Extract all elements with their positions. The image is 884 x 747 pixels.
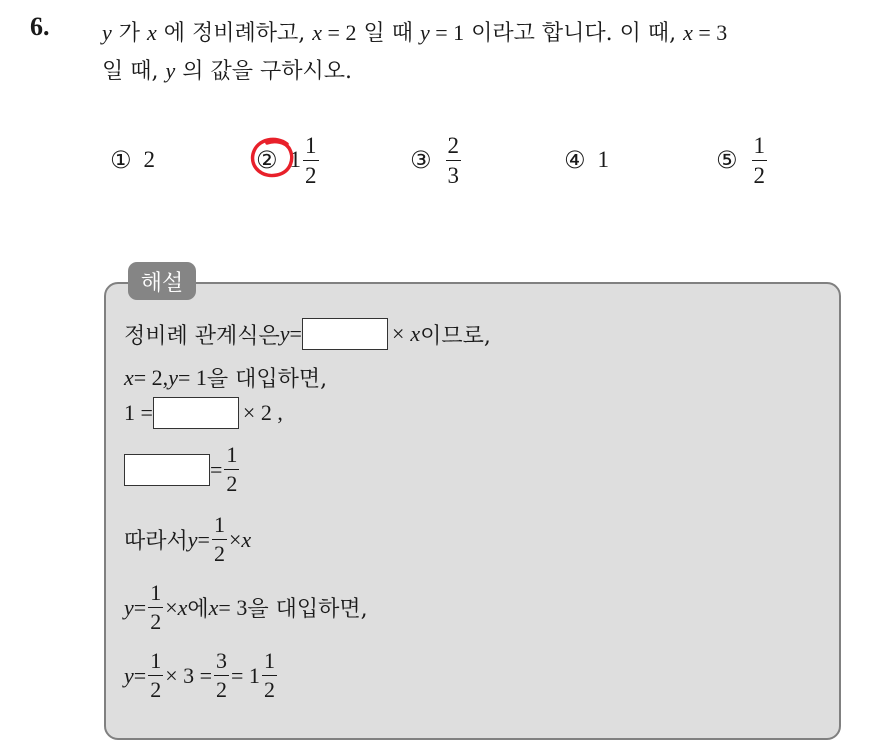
fraction: $\frac{1}{2}$: [150, 580, 162, 634]
choice-marker: ⑤: [716, 146, 738, 174]
solution-line-6: y = $\frac{1}{2}$ × x 에 x = 3 을 대입하면,: [124, 580, 368, 634]
answer-blank[interactable]: [124, 454, 210, 486]
choice-whole: 1: [289, 147, 302, 172]
choice-5[interactable]: [716, 128, 769, 192]
choice-marker: ②: [256, 146, 278, 174]
choice-marker: ④: [564, 146, 586, 174]
choice-fraction: $\frac{1}{2}$: [753, 132, 766, 188]
problem-text-line-1: y 가 x 에 정비례하고, x = 2 일 때 y = 1 이라고 합니다. 이 때, x = 3: [102, 20, 728, 46]
solution-line-4: = $\frac{1}{2}$: [124, 444, 241, 495]
problem-text-line-2: 일 때, y 의 값을 구하시오.: [102, 58, 352, 84]
choice-2[interactable]: [256, 128, 321, 192]
solution-line-1: 정비례 관계식은 y = × x 이므로,: [124, 318, 491, 350]
fraction: $\frac{1}{2}$: [226, 442, 238, 496]
choice-1[interactable]: [110, 128, 155, 192]
choice-value: 1: [597, 147, 610, 172]
choice-fraction: $\frac{2}{3}$: [447, 132, 460, 188]
answer-blank[interactable]: [302, 318, 388, 350]
fraction: $\frac{1}{2}$: [263, 648, 275, 702]
solution-label: 해설: [128, 262, 196, 300]
solution-line-2: x = 2, y = 1 을 대입하면,: [124, 364, 328, 392]
fraction: $\frac{3}{2}$: [216, 648, 228, 702]
fraction: $\frac{1}{2}$: [213, 512, 225, 566]
choice-value: 2: [143, 147, 156, 172]
problem-number: 6.: [30, 12, 50, 41]
solution-line-5: 따라서 y = $\frac{1}{2}$ × x: [124, 512, 252, 566]
fraction: $\frac{1}{2}$: [150, 648, 162, 702]
choice-fraction: $\frac{1}{2}$: [305, 132, 317, 188]
answer-blank[interactable]: [153, 397, 239, 429]
choice-marker: ①: [110, 146, 132, 174]
choice-3[interactable]: [410, 128, 463, 192]
choice-4[interactable]: [564, 128, 609, 192]
solution-line-7: y = $\frac{1}{2}$ × 3 = $\frac{3}{2}$ = 1 $\frac{1}{2}$: [124, 648, 275, 702]
choice-marker: ③: [410, 146, 432, 174]
solution-line-3: 1 = × 2 ,: [124, 397, 283, 429]
